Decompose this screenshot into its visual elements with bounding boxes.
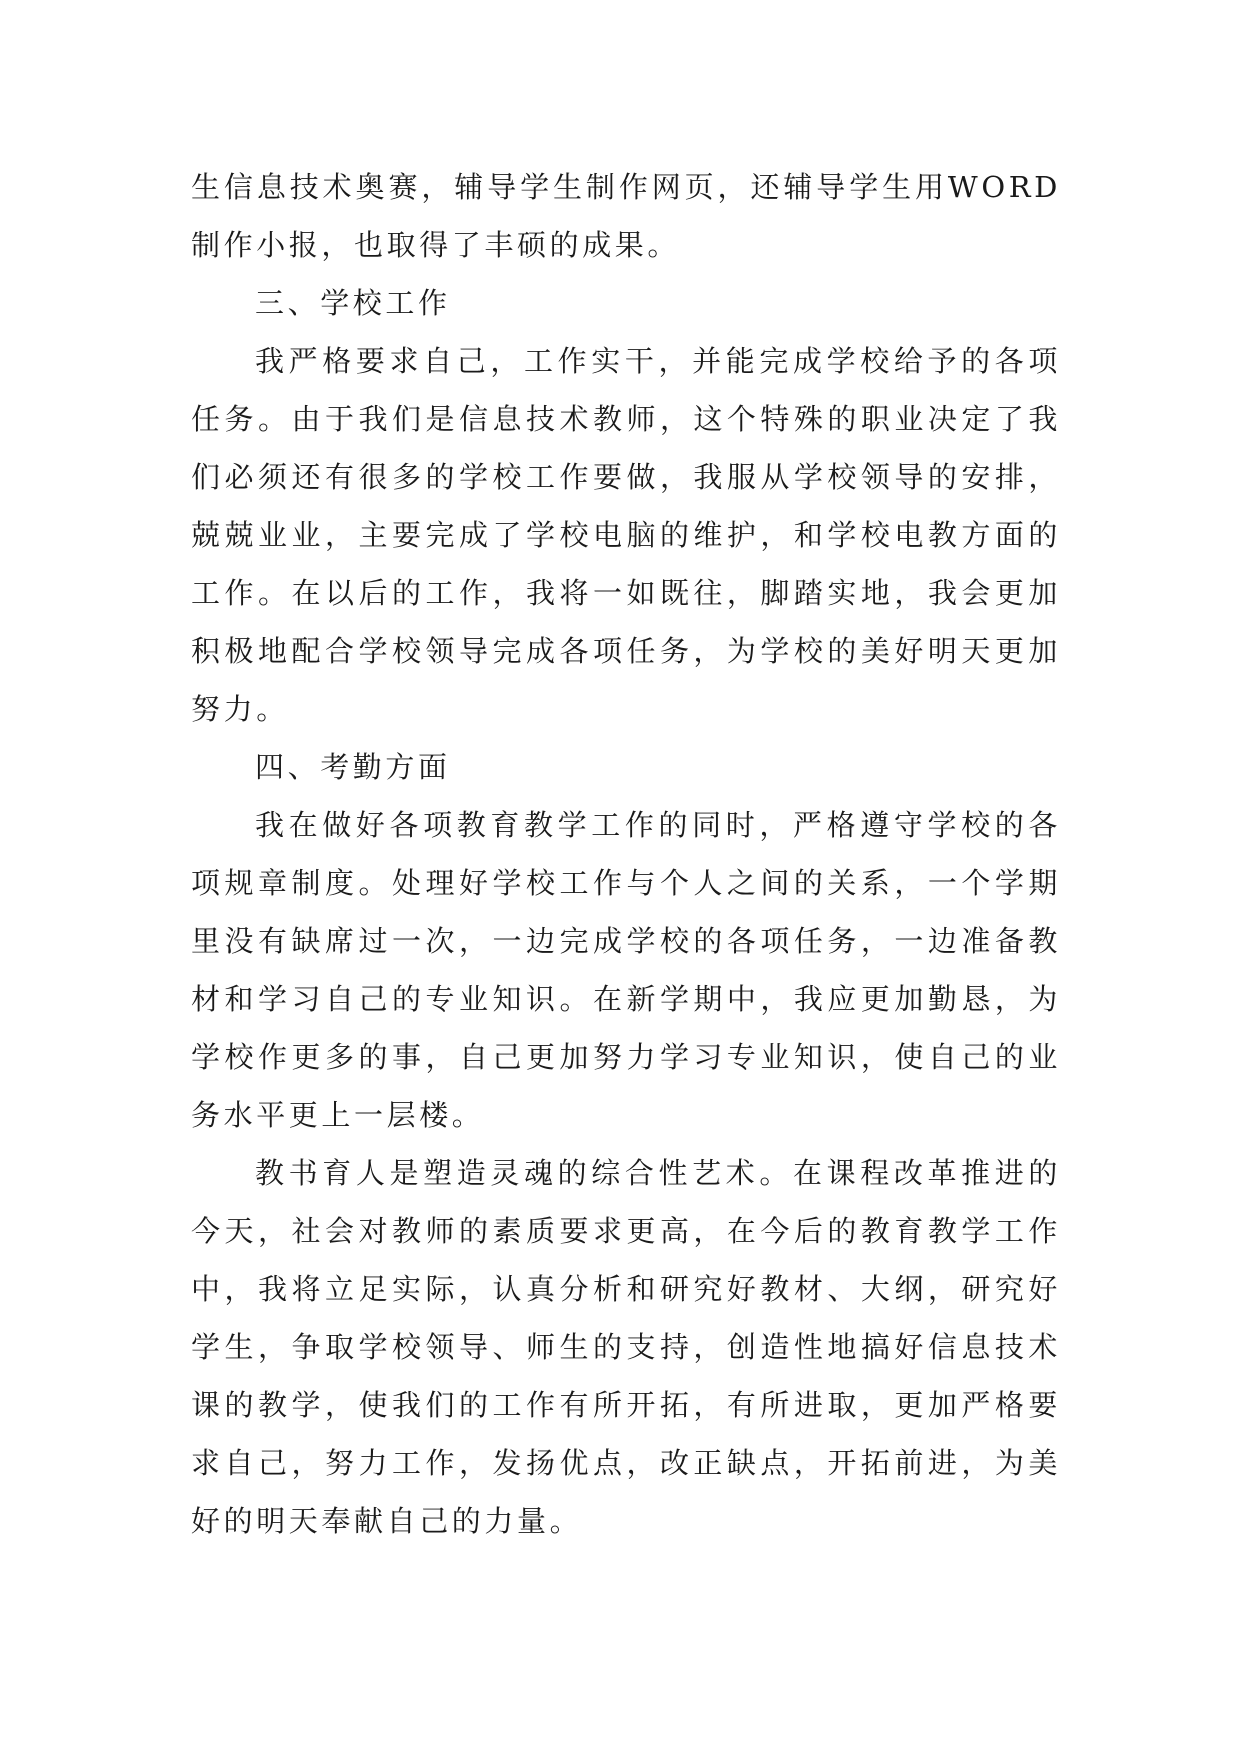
section-heading-attendance: 四、考勤方面 — [255, 750, 451, 784]
continuation-paragraph: 生信息技术奥赛，辅导学生制作网页，还辅导学生用WORD制作小报，也取得了丰硕的成果。 — [191, 170, 1061, 262]
school-work-paragraph: 我严格要求自己，工作实干，并能完成学校给予的各项任务。由于我们是信息技术教师，这个特殊的职业决定了我们必须还有很多的学校工作要做，我服从学校领导的安排，兢兢业业，主要完成了学校电脑的维护，和学校电教方面的工作。在以后的工作，我将一如既往，脚踏实地，我会更加积极地配合学校领导完成各项任务，为学校的美好明天更加努力。 — [191, 344, 1061, 726]
document-body — [191, 158, 1061, 1550]
section-heading-school-work: 三、学校工作 — [255, 286, 451, 320]
conclusion-paragraph: 教书育人是塑造灵魂的综合性艺术。在课程改革推进的今天，社会对教师的素质要求更高，在今后的教育教学工作中，我将立足实际，认真分析和研究好教材、大纲，研究好学生，争取学校领导、师生的支持，创造性地搞好信息技术课的教学，使我们的工作有所开拓，有所进取，更加严格要求自己，努力工作，发扬优点，改正缺点，开拓前进，为美好的明天奉献自己的力量。 — [191, 1156, 1061, 1538]
attendance-paragraph: 我在做好各项教育教学工作的同时，严格遵守学校的各项规章制度。处理好学校工作与个人之间的关系，一个学期里没有缺席过一次，一边完成学校的各项任务，一边准备教材和学习自己的专业知识。在新学期中，我应更加勤恳，为学校作更多的事，自己更加努力学习专业知识，使自己的业务水平更上一层楼。 — [191, 808, 1061, 1132]
